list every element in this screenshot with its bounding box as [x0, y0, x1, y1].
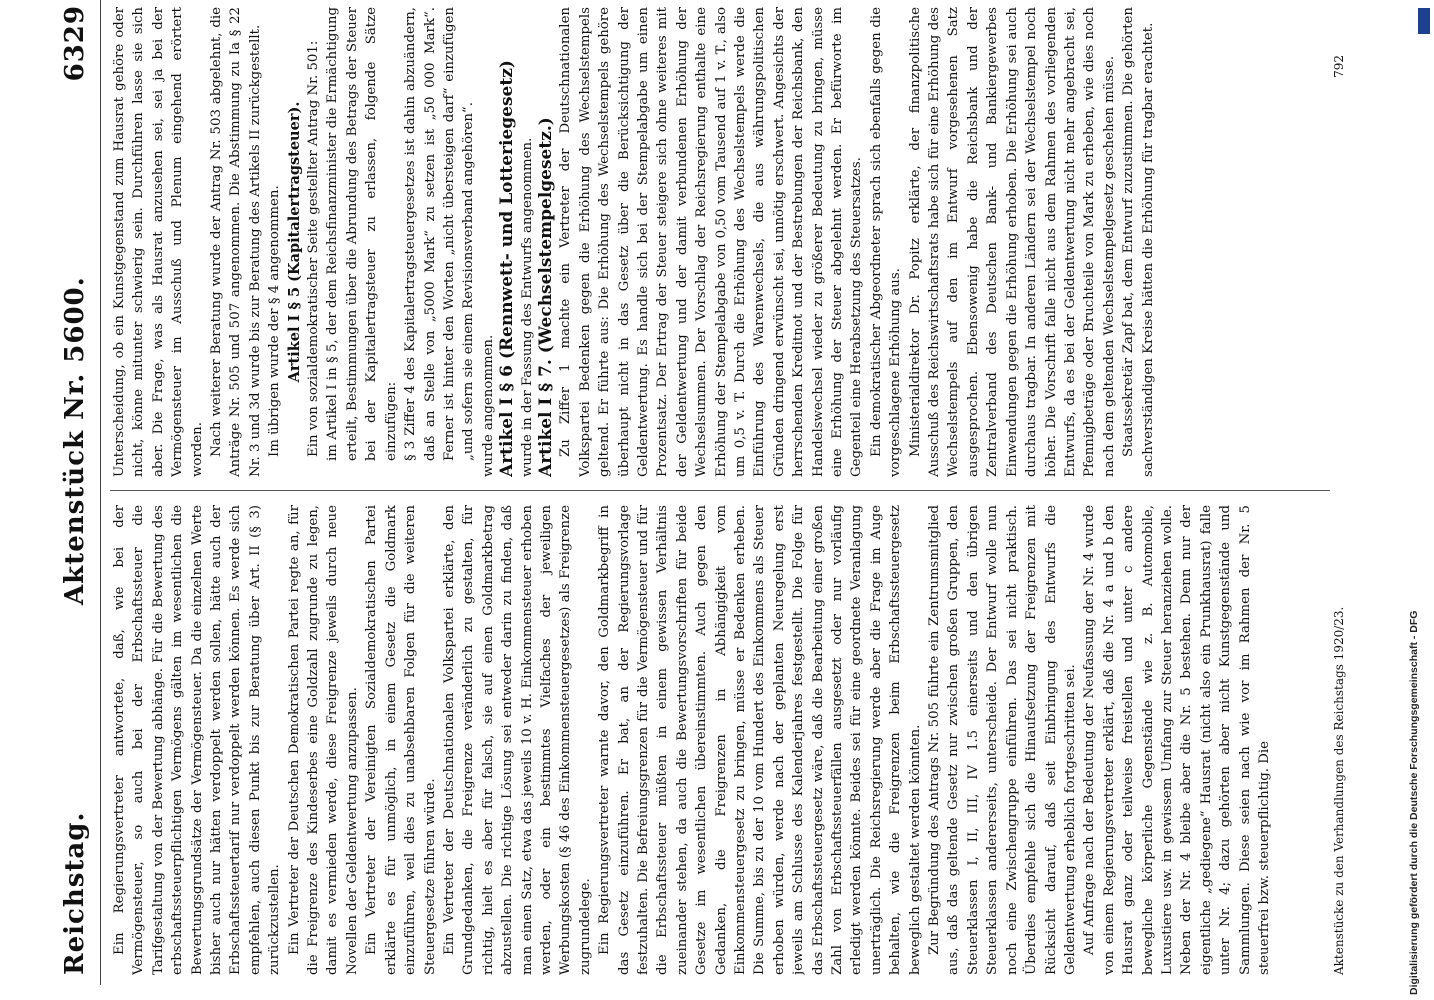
article-5-amendment: § 3 Ziffer 4 des Kapitalertragsteuergesetzes ist dahin abzuändern, daß an Stelle von „5000 Mark“ zu setzen ist „50 000 Mark“. Ferner ist hinter den Worten „nicht übersteigen darf“ einzufügen „und sofern sie einem Revisionsverband angehören“. [403, 7, 477, 461]
page-footer [1332, 5, 1356, 975]
left-column [110, 505, 1310, 975]
right-paragraph: Zu Ziffer 1 machte ein Vertreter der Deutschnationalen Volkspartei Bedenken gegen die Erhöhung des Wechselstempels geltend. Er führte aus: Die Erhöhung des Wechselstempels gehöre überhaupt nicht in das Gesetz über die Berücksichtigung der Geldentwertung. Es handle sich bei der Stempelabgabe um einen Prozentsatz. Der Ertrag der Steuer steigere sich ohne weiteres mit der Geldentwertung und der damit verbundenen Erhöhung der Wechselsummen. Der Vorschlag der Reichsregierung enthalte eine Erhöhung der Stempelabgabe von 0,50 vom Tausend auf 1 v. T., also um 0,5 v. T. Durch die Erhöhung des Wechselstempels werde die Einführung des Warenwechsels, die aus währungspolitischen Gründen dringend erwünscht sei, unnötig erschwert. Angesichts der herrschenden Kreditnot und der Bestrebungen der Reichsbank, den Handelswechsel wieder zu größerer Bedeutung zu bringen, müsse eine Erhöhung der Steuer abgelehnt werden. Er befürworte im Gegenteil eine Herabsetzung des Steuersatzes. [558, 7, 865, 477]
right-paragraph: Unterscheidung, ob ein Kunstgegenstand zum Hausrat gehöre oder nicht, könne mitunter schwierig sein. Durchführen lasse sie sich aber. Die Frage, was als Hausrat anzusehen sei, sei ja bei der Vermögensteuer im Ausschuß und Plenum eingehend erörtert worden. [112, 7, 205, 477]
left-paragraph: Ein Regierungsvertreter warnte davor, den Goldmarkbegriff in das Gesetz einzuführen. Er bat, an der Regierungsvorlage festzuhalten. Die Befreiungsgrenzen für die Vermögensteuer und für die Erbschaftssteuer müßten in einem gewissen Verhältnis zueinander stehen, da auch die Bewertungsvorschriften für beide Gesetze im wesentlichen übereinstimmten. Auch gegen den Gedanken, die Freigrenzen in Abhängigkeit vom Einkommensteuergesetz zu bringen, müsse er Bedenken erheben. Die Summe, bis zu der 10 vom Hundert des Einkommens als Steuer erhoben würden, werde nach der geplanten Neuregelung erst jeweils am Schlusse des Kalenderjahres festgestellt. Die Folge für das Erbschaftssteuergesetz wäre, daß die Bearbeitung einer großen Zahl von Erbschaftssteuerfällen ausgesetzt oder nur vorläufig erledigt werden könnte. Beides sei für eine geordnete Veranlagung unerträglich. Die Reichsregierung werde aber die Frage im Auge behalten, wie die Freigrenzen beim Erbschaftssteuergesetz beweglich gestaltet werden könnten. [597, 505, 923, 975]
page-number: 6329 [60, 5, 90, 82]
article-5-intro: Ein von sozialdemokratischer Seite gestellter Antrag Nr. 501: [306, 40, 322, 457]
dfg-logo [1418, 8, 1430, 34]
footer-sheet-number: 792 [1332, 55, 1346, 78]
left-paragraph: Ein Vertreter der Deutschnationalen Volkspartei erklärte, den Grundgedanken, die Freigrenze veränderlich zu gestalten, für richtig, hielt es aber für falsch, sie auf einen Goldmarkbetrag abzustellen. Die richtige Lösung sei entweder darin zu finden, daß man einen Satz, etwa das jeweils 10 v. H. Einkommensteuer erhoben werden, oder ein bestimmtes Vielfaches der jeweiligen Werbungskosten (§ 46 des Einkommensteuergesetzes) als Freigrenze zugrundelege. [441, 505, 593, 975]
article-5-result: wurde angenommen. [480, 334, 496, 477]
article-5-motion: im Artikel I in § 5, der dem Reichsfinanzminister die Ermächtigung erteilt, Bestimmungen über die Abrundung des Betrags der Steuer bei der Kapitalertragsteuer zu erlassen, folgende Sätze einzufügen: [325, 7, 399, 461]
left-paragraph: Ein Regierungsvertreter antwortete, daß, wie bei der Vermögensteuer, so auch bei der Erbschaftssteuer die Tarifgestaltung von der Bewertung abhänge. Für die Bewertung des erbschaftssteuerpflichtigen Vermögens gälten im wesentlichen die Bewertungsgrundsätze der Vermögensteuer. Da die einzelnen Werte bisher auch nur hätten verdoppelt werden sollen, hätte auch der Erbschaftssteuertarif nur verdoppelt werden können. Es werde sich empfehlen, auch diesen Punkt bis zur Beratung über Art. II (§ 3) zurückzustellen. [112, 505, 283, 975]
right-paragraph: Ein demokratischer Abgeordneter sprach sich ebenfalls gegen die vorgeschlagene Erhöhung aus. [868, 7, 904, 477]
article-6-text: wurde in der Fassung des Entwurfs angenommen. [519, 137, 535, 477]
header-left: Reichstag. [60, 811, 90, 975]
left-paragraph: Auf Anfrage nach der Bedeutung der Neufassung der Nr. 4 wurde von einem Regierungsvertreter erklärt, daß die Nr. 4 a und b den Hausrat ganz oder teilweise freistellen und unter c andere bewegliche körperliche Gegenstände wie z. B. Automobile, Luxustiere usw. in gewissem Umfang zur Steuer heranziehen wolle. Neben der Nr. 4 bleibe aber die Nr. 5 bestehen. Denn nur der eigentliche „gediegene“ Hausrat (nicht also ein Prunkhausrat) falle unter Nr. 4; dazu gehörten aber nicht Kunstgegenstände und Sammlungen. Diese seien nach wie vor im Rahmen der Nr. 5 steuerfrei bzw. steuerpflichtig. Die [1082, 505, 1272, 975]
header-title: Aktenstück Nr. 5600. [60, 276, 90, 605]
left-paragraph: Ein Vertreter der Deutschen Demokratischen Partei regte an, für die Freigrenze des Kindeserbes eine Goldzahl zugrunde zu legen, damit es vermieden werde, diese Freigrenze jeweils durch neue Novellen der Geldentwertung anzupassen. [286, 505, 360, 975]
article-6-heading: Artikel I § 6 (Rennwett- und Lotteriegesetz) [497, 60, 518, 477]
right-column [110, 7, 1310, 477]
article-7-heading: Artikel I § 7. (Wechselstempelgesetz.) [535, 117, 556, 477]
left-paragraph: Ein Vertreter der Vereinigten Sozialdemokratischen Partei erklärte es für unmöglich, in einem Gesetz die Goldmark einzuführen, weil dies zu unabsehbaren Folgen für die weiteren Steuergesetze führen würde. [364, 505, 438, 975]
rotated-document-page [52, 0, 1372, 985]
right-paragraph: Staatssekretär Zapf bat, dem Entwurf zuzustimmen. Die gehörten sachverständigen Kreise hätten die Erhöhung für tragbar erachtet. [1121, 7, 1156, 477]
footer-source: Aktenstücke zu den Verhandlungen des Reichstags 1920/23. [1332, 606, 1346, 975]
right-paragraph: Im übrigen wurde der § 4 angenommen. [267, 185, 283, 457]
digitization-credit: Digitalisierung gefördert durch die Deutsche Forschungsgemeinschaft - DFG [1408, 610, 1420, 995]
page-header [52, 0, 101, 985]
column-divider [110, 490, 1330, 491]
left-paragraph: Zur Begründung des Antrags Nr. 505 führte ein Zentrumsmitglied aus, daß das geltende Gesetz nur zwischen großen Gruppen, den Steuerklassen I, II, III, IV 1.5 einerseits und den übrigen Steuerklassen andererseits, unterscheide. Der Entwurf wolle nun noch eine Zwischengruppe einführen. Das sei nicht praktisch. Überdies empfehle sich die Hinaufsetzung der Freigrenzen mit Rücksicht darauf, daß seit Einbringung des Entwurfs die Geldentwertung erheblich fortgeschritten sei. [927, 505, 1078, 975]
right-paragraph: Nach weiterer Beratung wurde der Antrag Nr. 503 abgelehnt, die Anträge Nr. 505 und 507 angenommen. Die Abstimmung zu Ia § 22 Nr. 3 und 3d wurde bis zur Beratung des Artikels II zurückgestellt. [209, 7, 263, 477]
right-paragraph: Ministerialdirektor Dr. Popitz erklärte, der finanzpolitische Ausschuß des Reichswirtschaftsrats habe sich für eine Erhöhung des Wechselstempels auf den im Entwurf vorgesehenen Satz ausgesprochen. Ebensowenig habe die Reichsbank und der Zentralverband des Deutschen Bank- und Bankiergewerbes Einwendungen gegen die Erhöhung erhoben. Die Erhöhung sei auch durchaus tragbar. In anderen Ländern sei der Wechselstempel noch höher. Die Vorschrift falle nicht aus dem Rahmen des vorliegenden Entwurfs, da es bei der Geldentwertung nicht mehr angebracht sei, Pfennigbeträge oder Bruchteile von Mark zu erheben, wie dies noch nach dem geltenden Wechselstempelgesetz geschehen müsse. [907, 7, 1117, 477]
article-5-heading: Artikel I § 5 (Kapitalertragsteuer). [285, 101, 303, 383]
